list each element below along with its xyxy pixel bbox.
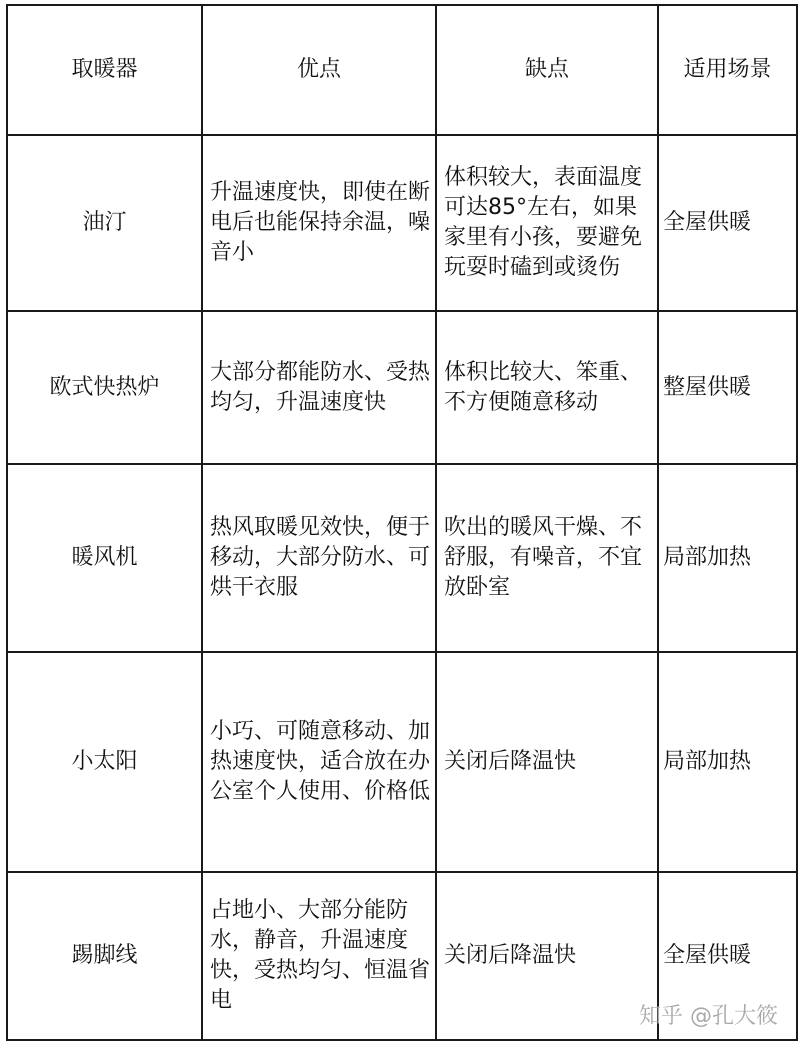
heater-scene: 整屋供暖 [658, 311, 797, 464]
heater-name: 小太阳 [7, 652, 202, 872]
heater-scene: 局部加热 [658, 464, 797, 652]
heater-pros: 升温速度快，即使在断电后也能保持余温，噪音小 [202, 135, 436, 311]
header-pros: 优点 [202, 5, 436, 135]
table-row [7, 135, 797, 311]
heater-name: 踢脚线 [7, 872, 202, 1040]
heater-pros: 占地小、大部分能防水，静音，升温速度快，受热均匀、恒温省电 [202, 872, 436, 1040]
header-heater: 取暖器 [7, 5, 202, 135]
header-cons: 缺点 [436, 5, 658, 135]
heater-cons: 关闭后降温快 [436, 652, 658, 872]
heater-name: 欧式快热炉 [7, 311, 202, 464]
heater-scene: 全屋供暖 [658, 872, 797, 1040]
heater-pros: 热风取暖见效快，便于移动，大部分防水、可烘干衣服 [202, 464, 436, 652]
table-header-row [7, 5, 797, 135]
heater-name: 油汀 [7, 135, 202, 311]
header-scene: 适用场景 [658, 5, 797, 135]
zhihu-watermark: 知乎 @孔大筱 [639, 1004, 778, 1029]
table-row [7, 311, 797, 464]
heater-cons: 体积较大，表面温度可达85°左右，如果家里有小孩，要避免玩耍时磕到或烫伤 [436, 135, 658, 311]
heater-name: 暖风机 [7, 464, 202, 652]
heater-comparison-table [6, 4, 798, 1041]
heater-cons: 体积比较大、笨重、不方便随意移动 [436, 311, 658, 464]
heater-scene: 局部加热 [658, 652, 797, 872]
heater-pros: 大部分都能防水、受热均匀，升温速度快 [202, 311, 436, 464]
heater-cons: 吹出的暖风干燥、不舒服，有噪音，不宜放卧室 [436, 464, 658, 652]
table-row [7, 464, 797, 652]
heater-cons: 关闭后降温快 [436, 872, 658, 1040]
table-row [7, 652, 797, 872]
heater-pros: 小巧、可随意移动、加热速度快，适合放在办公室个人使用、价格低 [202, 652, 436, 872]
heater-scene: 全屋供暖 [658, 135, 797, 311]
